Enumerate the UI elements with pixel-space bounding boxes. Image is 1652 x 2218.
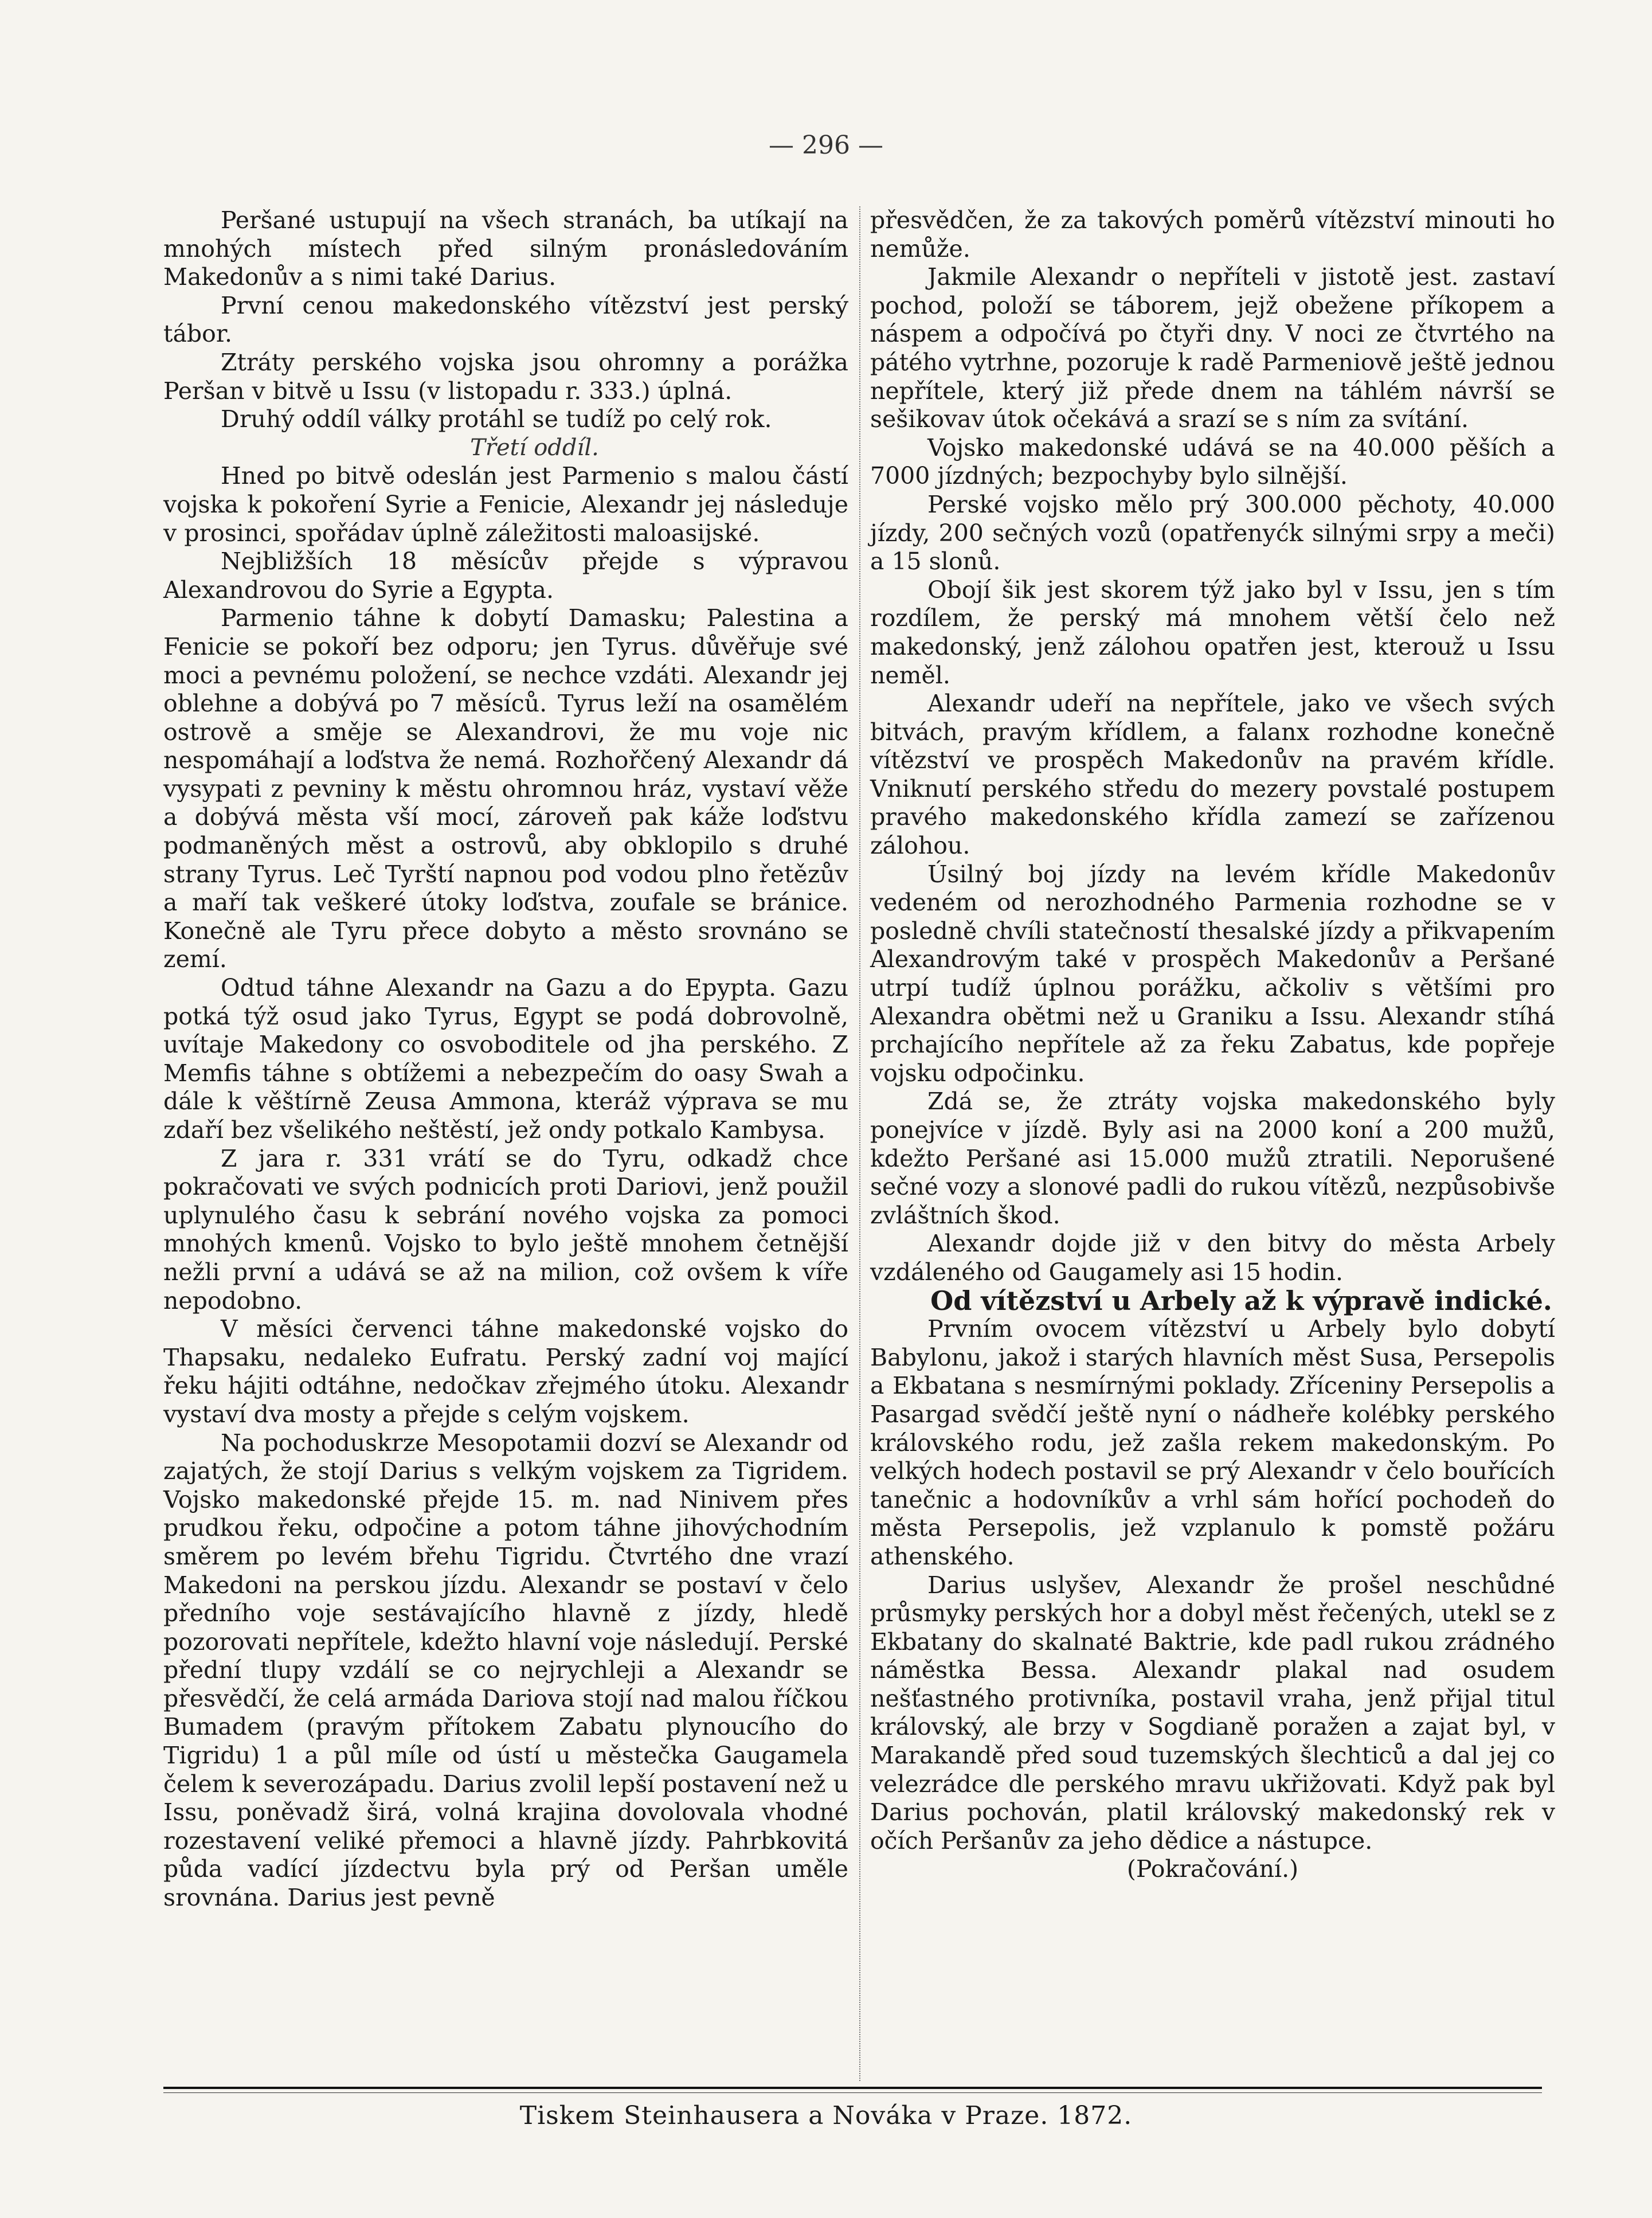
- right-column: [870, 206, 1555, 1884]
- footer-rule: [163, 2087, 1542, 2089]
- paragraph: V měsíci červenci táhne makedonské vojsko do Thapsaku, nedaleko Eufratu. Perský zadní voj mající řeku hájiti odtáhne, nedočkav zřejmého útoku. Alexandr vystaví dva mosty a přejde s celým vojskem.: [163, 1315, 848, 1428]
- section-heading: Od vítězství u Arbely až k výpravě indické.: [930, 1285, 1552, 1316]
- paragraph: Druhý oddíl války protáhl se tudíž po celý rok.: [221, 405, 772, 433]
- paragraph: Peršané ustupují na všech stranách, ba utíkají na mnohých místech před silným pronásledováním Makedonův a s nimi také Darius.: [163, 206, 848, 291]
- paragraph: Nejbližších 18 měsícův přejde s výpravou Alexandrovou do Syrie a Egypta.: [163, 547, 848, 604]
- paragraph: Obojí šik jest skorem týž jako byl v Issu, jen s tím rozdílem, že perský má mnohem větší čelo než makedonský, jenž zálohou opatřen jest, kterouž u Issu neměl.: [870, 576, 1555, 689]
- paragraph: První cenou makedonského vítězství jest perský tábor.: [163, 291, 848, 348]
- page-number: — 296 —: [769, 131, 883, 160]
- left-column: [163, 206, 848, 1912]
- paragraph: Hned po bitvě odeslán jest Parmenio s malou částí vojska k pokoření Syrie a Fenicie, Alexandr jej následuje v prosinci, spořádav úplně záležitosti maloasijské.: [163, 462, 848, 547]
- printer-imprint: Tiskem Steinhausera a Nováka v Praze. 1872.: [519, 2101, 1133, 2130]
- paragraph: Ztráty perského vojska jsou ohromny a porážka Peršan v bitvě u Issu (v listopadu r. 333.) úplná.: [163, 348, 848, 405]
- paragraph: Alexandr udeří na nepřítele, jako ve všech svých bitvách, pravým křídlem, a falanx rozhodne konečně vítězství ve prospěch Makedonův na pravém křídle. Vniknutí perského středu do mezery povstalé postupem pravého makedonského křídla zamezí se zařízenou zálohou.: [870, 690, 1555, 860]
- column-divider: [859, 206, 860, 2081]
- paragraph: Perské vojsko mělo prý 300.000 pěchoty, 40.000 jízdy, 200 sečných vozů (opatřenyćk silnými srpy a meči) a 15 slonů.: [870, 490, 1555, 576]
- paragraph: Vojsko makedonské udává se na 40.000 pěších a 7000 jízdných; bezpochyby bylo silnější.: [870, 433, 1555, 490]
- paragraph: Prvním ovocem vítězství u Arbely bylo dobytí Babylonu, jakož i starých hlavních měst Susa, Persepolis a Ekbatana s nesmírnými poklady. Zříceniny Persepolis a Pasargad svědčí ještě nyní o nádheře kolébky perského královského rodu, jež zašla rekem makedonským. Po velkých hodech postavil se prý Alexandr v čelo bouřících tanečnic a hodovníkův a vrhl sám hořící pochodeň do města Persepolis, jež vzplanulo k pomstě požáru athenského.: [870, 1315, 1555, 1570]
- paragraph: Alexandr dojde již v den bitvy do města Arbely vzdáleného od Gaugamely asi 15 hodin.: [870, 1230, 1555, 1286]
- continued-note: (Pokračování.): [1126, 1855, 1299, 1883]
- paragraph: přesvědčen, že za takových poměrů vítězství minouti ho nemůže.: [870, 206, 1555, 263]
- paragraph: Jakmile Alexandr o nepříteli v jistotě jest. zastaví pochod, položí se táborem, jejž obežene příkopem a náspem a odpočívá po čtyři dny. V noci ze čtvrtého na pátého vytrhne, pozoruje k radě Parmeniově ještě jednou nepřítele, který již přede dnem na táhlém návrší se sešikovav útok očekává a srazí se s ním za svítání.: [870, 263, 1555, 433]
- paragraph: Zdá se, že ztráty vojska makedonského byly ponejvíce v jízdě. Byly asi na 2000 koní a 200 mužů, kdežto Peršané asi 15.000 mužů ztratili. Neporušené sečné vozy a slonové padli do rukou vítězů, nezpůsobivše zvláštních škod.: [870, 1088, 1555, 1229]
- paragraph: Na pochoduskrze Mesopotamii dozví se Alexandr od zajatých, že stojí Darius s velkým vojskem za Tigridem. Vojsko makedonské přejde 15. m. nad Ninivem přes prudkou řeku, odpočine a potom táhne jihovýchodním směrem po levém břehu Tigridu. Čtvrtého dne vrazí Makedoni na perskou jízdu. Alexandr se postaví v čelo předního voje sestávajícího hlavně z jízdy, hledě pozorovati nepřítele, kdežto hlavní voje následují. Perské přední tlupy vzdálí se co nejrychleji a Alexandr se přesvědčí, že celá armáda Dariova stojí nad malou říčkou Bumadem (pravým přítokem Zabatu plynoucího do Tigridu) 1 a půl míle od ústí u městečka Gaugamela čelem k severozápadu. Darius zvolil lepší postavení než u Issu, poněvadž širá, volná krajina dovolovala vhodné rozestavení veliké přemoci a hlavně jízdy. Pahrbkovitá půda vadící jízdectvu byla prý od Peršan uměle srovnána. Darius jest pevně: [163, 1429, 848, 1912]
- footer-rule-thin: [163, 2092, 1542, 2093]
- paragraph: Úsilný boj jízdy na levém křídle Makedonův vedeném od nerozhodného Parmenia rozhodne se v posledně chvíli statečností thesalské jízdy a přikvapením Alexandrovým také v prospěch Makedonův a Peršané utrpí tudíž úplnou porážku, ačkoliv s většími pro Alexandra obětmi než u Graniku a Issu. Alexandr stíhá prchajícího nepřítele až za řeku Zabatus, kde popřeje vojsku odpočinku.: [870, 860, 1555, 1087]
- paragraph: Parmenio táhne k dobytí Damasku; Palestina a Fenicie se pokoří bez odporu; jen Tyrus. důvěřuje své moci a pevnému položení, se nechce vzdáti. Alexandr jej oblehne a dobývá po 7 měsíců. Tyrus leží na osamělém ostrově a směje se Alexandrovi, že mu voje nic nespomáhají a loďstva že nemá. Rozhořčený Alexandr dá vysypati z pevniny k městu ohromnou hráz, vystaví věže a dobývá města vší mocí, zároveň pak káže loďstvu podmaněných měst a ostrovů, aby obklopilo s druhé strany Tyrus. Leč Tyrští napnou pod vodou plno řetězův a maří tak veškeré útoky loďstva, zoufale se bránice. Konečně ale Tyru přece dobyto a město srovnáno se zemí.: [163, 604, 848, 973]
- section-title: Třetí oddíl.: [470, 434, 599, 461]
- paragraph: Z jara r. 331 vrátí se do Tyru, odkadž chce pokračovati ve svých podnicích proti Dariovi, jenž použil uplynulého času k sebrání nového vojska za pomoci mnohých kmenů. Vojsko to bylo ještě mnohem četnější nežli první a udává se až na milion, což ovšem k víře nepodobno.: [163, 1144, 848, 1315]
- paragraph: Darius uslyšev, Alexandr že prošel neschůdné průsmyky perských hor a dobyl měst řečených, utekl se z Ekbatany do skalnaté Baktrie, kde padl rukou zrádného náměstka Bessa. Alexandr plakal nad osudem nešťastného protivníka, postavil vraha, jenž přijal titul královský, ale brzy v Sogdianě poražen a zajat byl, v Marakandě před soud tuzemských šlechticů a dal jej co velezrádce dle perského mravu ukřižovati. Když pak byl Darius pochován, platil královský makedonský rek v očích Peršanův za jeho dědice a nástupce.: [870, 1571, 1555, 1855]
- paragraph: Odtud táhne Alexandr na Gazu a do Epypta. Gazu potká týž osud jako Tyrus, Egypt se podá dobrovolně, uvítaje Makedony co osvoboditele od jha perského. Z Memfis táhne s obtížemi a nebezpečím do oasy Swah a dále k věštírně Zeusa Ammona, kteráž výprava se mu zdaří bez všelikého neštěstí, jež ondy potkalo Kambysa.: [163, 974, 848, 1144]
